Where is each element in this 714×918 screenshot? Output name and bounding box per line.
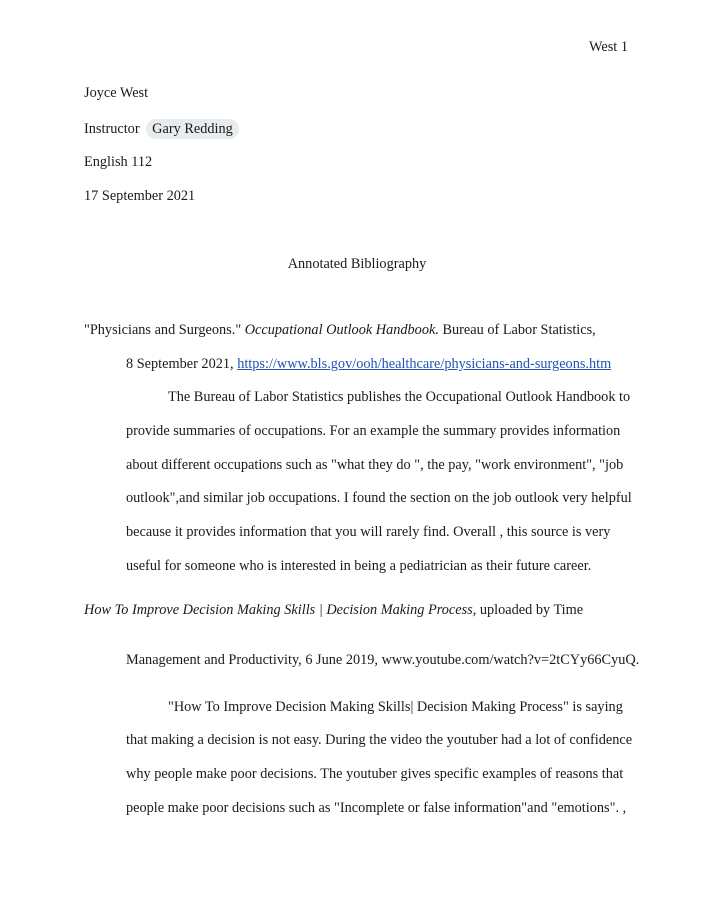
citation-1-line-1	[84, 321, 596, 339]
annotation-2-line: people make poor decisions such as "Incomplete or false information"and "emotions". ,	[126, 800, 627, 816]
annotation-2-line: that making a decision is not easy. During the video the youtuber had a lot of confidence	[126, 732, 633, 748]
citation-2-line-2: Management and Productivity, 6 June 2019, www.youtube.com/watch?v=2tCYy66CyuQ.	[126, 652, 640, 668]
annotation-1-line: about different occupations such as "what they do ", the pay, "work environment", "job	[126, 457, 624, 473]
citation-1-article-title: "Physicians and Surgeons."	[84, 322, 242, 338]
instructor-label: Instructor	[84, 121, 140, 137]
student-name: Joyce West	[84, 85, 149, 101]
citation-1-publication: Occupational Outlook Handbook.	[244, 322, 439, 338]
annotation-1-line: useful for someone who is interested in being a pediatrician as their future career.	[126, 558, 592, 574]
citation-2-line-1	[84, 601, 583, 619]
citation-1-date: 8 September 2021,	[126, 356, 238, 372]
citation-1-line-2	[126, 355, 611, 373]
annotation-2-line: "How To Improve Decision Making Skills| Decision Making Process" is saying	[168, 699, 623, 715]
instructor-name-chip[interactable]: Gary Redding	[146, 119, 239, 139]
annotation-2-line: why people make poor decisions. The youtuber gives specific examples of reasons that	[126, 766, 624, 782]
document-title: Annotated Bibliography	[287, 256, 427, 272]
annotation-1-line: provide summaries of occupations. For an example the summary provides information	[126, 423, 621, 439]
annotation-1-line: outlook",and similar job occupations. I found the section on the job outlook very helpful	[126, 490, 632, 506]
page-header: West 1	[589, 39, 628, 55]
course-name: English 112	[84, 154, 153, 170]
heading-date: 17 September 2021	[84, 188, 196, 204]
citation-1-url-link[interactable]: https://www.bls.gov/ooh/healthcare/physicians-and-surgeons.htm	[237, 356, 612, 372]
citation-2-uploader: , uploaded by Time	[472, 602, 584, 618]
annotation-1-line: because it provides information that you will rarely find. Overall , this source is very	[126, 524, 611, 540]
instructor-line	[84, 119, 239, 139]
citation-2-video-title: How To Improve Decision Making Skills | Decision Making Process	[84, 602, 473, 618]
citation-1-publisher: Bureau of Labor Statistics,	[442, 322, 596, 338]
annotation-1-line: The Bureau of Labor Statistics publishes the Occupational Outlook Handbook to	[168, 389, 631, 405]
